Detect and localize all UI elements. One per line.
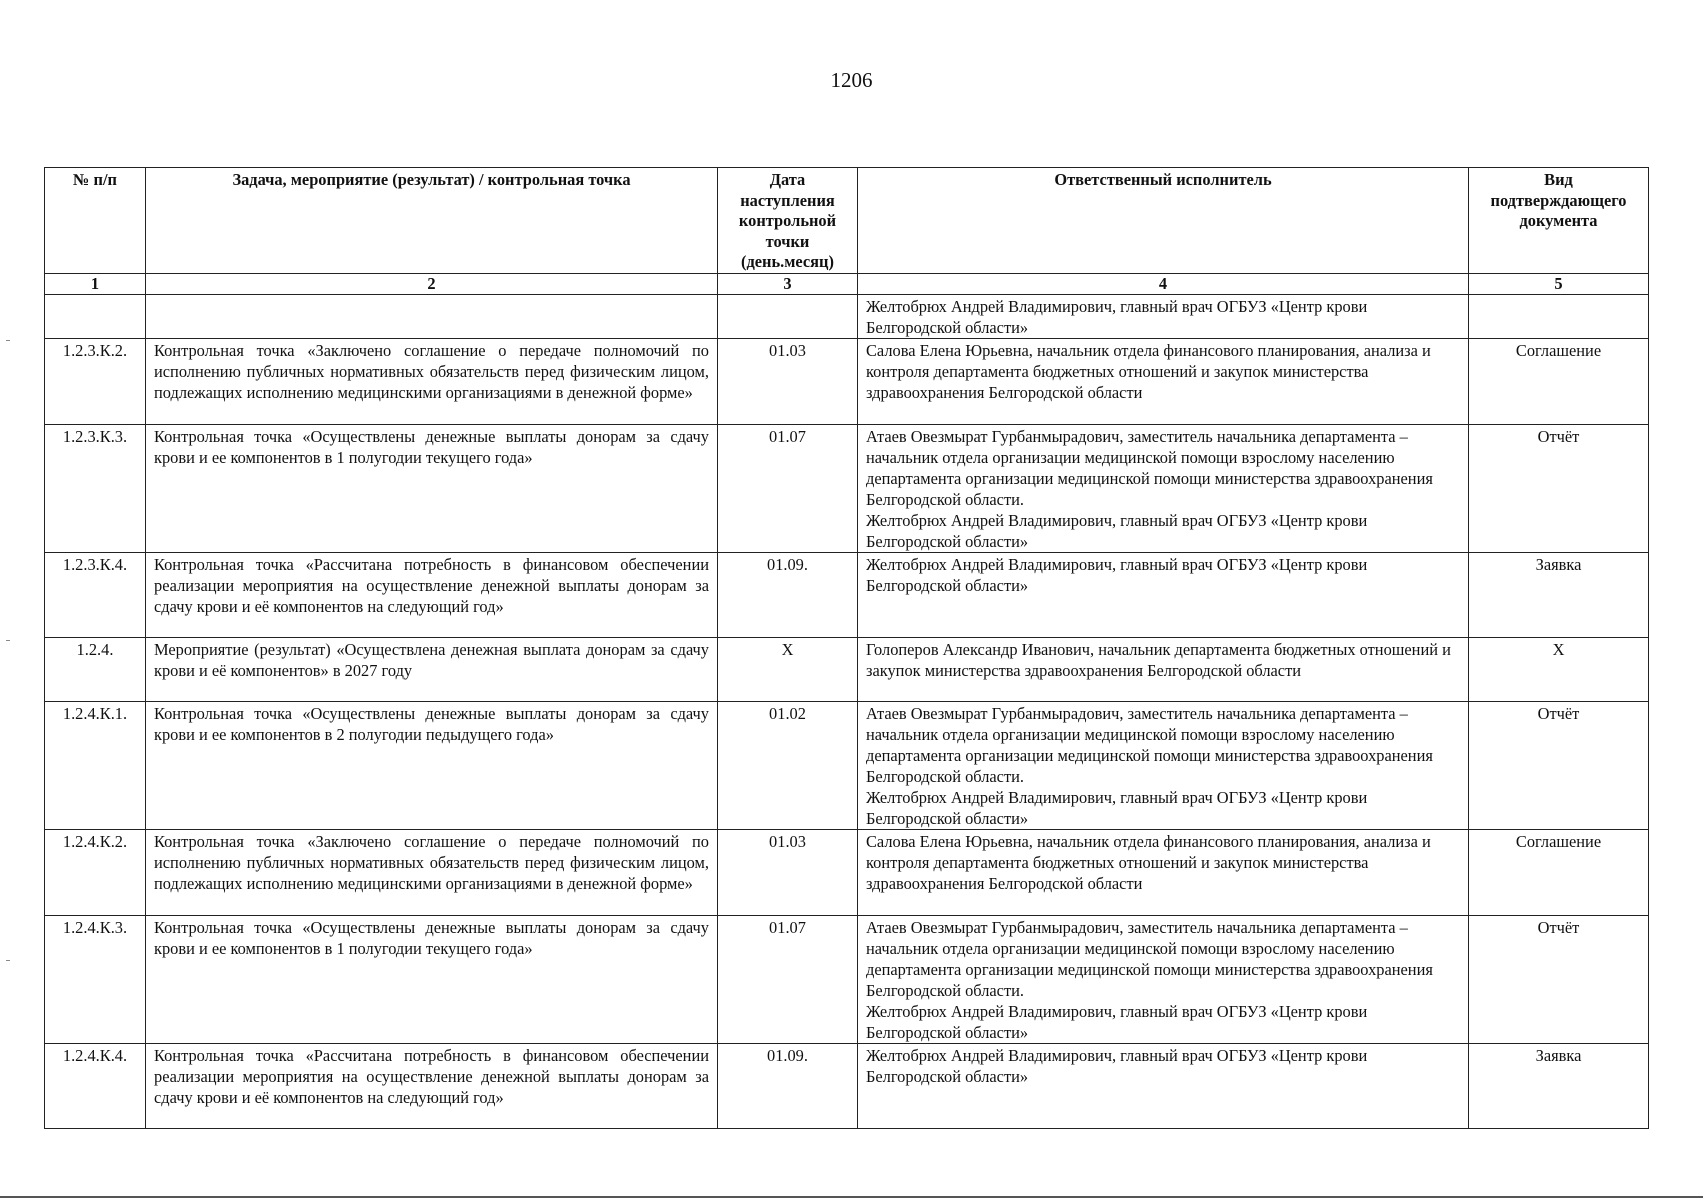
row-number: 1.2.4.К.2. [45,829,146,915]
row-executor: Салова Елена Юрьевна, начальник отдела финансового планирования, анализа и контроля департамента бюджетных отношений и закупок министерства здравоохранения Белгородской области [858,829,1469,915]
row-document: Соглашение [1469,338,1649,424]
row-date: X [718,637,858,701]
row-number: 1.2.3.К.2. [45,338,146,424]
header-executor: Ответственный исполнитель [858,168,1469,274]
row-number: 1.2.3.К.3. [45,424,146,552]
column-number: 5 [1469,273,1649,294]
row-document: X [1469,637,1649,701]
row-executor: Салова Елена Юрьевна, начальник отдела финансового планирования, анализа и контроля департамента бюджетных отношений и закупок министерства здравоохранения Белгородской области [858,338,1469,424]
row-executor: Голоперов Александр Иванович, начальник департамента бюджетных отношений и закупок министерства здравоохранения Белгородской области [858,637,1469,701]
row-document: Отчёт [1469,701,1649,829]
table-header-row [45,168,1649,274]
row-task: Контрольная точка «Заключено соглашение о передаче полномочий по исполнению публичных нормативных обязательств перед физическим лицом, подлежащих исполнению медицинскими организациями в денежной форме» [146,829,718,915]
header-document: Вид подтверждающего документа [1469,168,1649,274]
row-task: Контрольная точка «Осуществлены денежные выплаты донорам за сдачу крови и ее компонентов в 2 полугодии педыдущего года» [146,701,718,829]
table-row [45,552,1649,637]
row-document: Отчёт [1469,424,1649,552]
row-task: Контрольная точка «Рассчитана потребность в финансовом обеспечении реализации мероприятия на осуществление денежной выплаты донорам за сдачу крови и её компонентов на следующий год» [146,1043,718,1128]
row-date: 01.07 [718,915,858,1043]
table-row [45,637,1649,701]
column-number: 3 [718,273,858,294]
row-executor: Атаев Овезмырат Гурбанмырадович, заместитель начальника департамента – начальник отдела организации медицинской помощи взрослому населению департамента организации медицинской помощи министерства здравоохранения Белгородской области. Желтобрюх Андрей Владимирович, главный врач ОГБУЗ «Центр крови Белгородской области» [858,424,1469,552]
row-task: Контрольная точка «Осуществлены денежные выплаты донорам за сдачу крови и ее компонентов в 1 полугодии текущего года» [146,424,718,552]
row-number: 1.2.4.К.4. [45,1043,146,1128]
column-numbers-row [45,273,1649,294]
row-task: Мероприятие (результат) «Осуществлена денежная выплата донорам за сдачу крови и её компонентов» в 2027 году [146,637,718,701]
row-executor: Атаев Овезмырат Гурбанмырадович, заместитель начальника департамента – начальник отдела организации медицинской помощи взрослому населению департамента организации медицинской помощи министерства здравоохранения Белгородской области. Желтобрюх Андрей Владимирович, главный врач ОГБУЗ «Центр крови Белгородской области» [858,915,1469,1043]
row-task: Контрольная точка «Рассчитана потребность в финансовом обеспечении реализации мероприятия на осуществление денежной выплаты донорам за сдачу крови и её компонентов на следующий год» [146,552,718,637]
row-date [718,294,858,338]
row-date: 01.03 [718,829,858,915]
column-number: 4 [858,273,1469,294]
row-document: Отчёт [1469,915,1649,1043]
row-number: 1.2.3.К.4. [45,552,146,637]
row-executor: Желтобрюх Андрей Владимирович, главный врач ОГБУЗ «Центр крови Белгородской области» [858,294,1469,338]
row-number: 1.2.4.К.1. [45,701,146,829]
row-date: 01.03 [718,338,858,424]
header-num: № п/п [45,168,146,274]
table-row [45,701,1649,829]
header-date: Дата наступления контрольной точки (день.месяц) [718,168,858,274]
scan-edge-mark [6,340,10,341]
row-document [1469,294,1649,338]
row-date: 01.02 [718,701,858,829]
row-task: Контрольная точка «Осуществлены денежные выплаты донорам за сдачу крови и ее компонентов в 1 полугодии текущего года» [146,915,718,1043]
scan-bottom-edge [0,1196,1703,1198]
row-executor: Атаев Овезмырат Гурбанмырадович, заместитель начальника департамента – начальник отдела организации медицинской помощи взрослому населению департамента организации медицинской помощи министерства здравоохранения Белгородской области. Желтобрюх Андрей Владимирович, главный врач ОГБУЗ «Центр крови Белгородской области» [858,701,1469,829]
row-task [146,294,718,338]
row-document: Заявка [1469,552,1649,637]
page-number: 1206 [830,68,873,92]
table-row [45,424,1649,552]
row-date: 01.09. [718,552,858,637]
table-row [45,294,1649,338]
row-date: 01.07 [718,424,858,552]
row-document: Соглашение [1469,829,1649,915]
control-points-table [44,167,1649,1129]
row-executor: Желтобрюх Андрей Владимирович, главный врач ОГБУЗ «Центр крови Белгородской области» [858,552,1469,637]
header-task: Задача, мероприятие (результат) / контрольная точка [146,168,718,274]
scan-edge-mark [6,640,10,641]
row-task: Контрольная точка «Заключено соглашение о передаче полномочий по исполнению публичных нормативных обязательств перед физическим лицом, подлежащих исполнению медицинскими организациями в денежной форме» [146,338,718,424]
row-document: Заявка [1469,1043,1649,1128]
row-executor: Желтобрюх Андрей Владимирович, главный врач ОГБУЗ «Центр крови Белгородской области» [858,1043,1469,1128]
table-row [45,338,1649,424]
table-row [45,915,1649,1043]
scan-edge-mark [6,960,10,961]
table-row [45,829,1649,915]
table-row [45,1043,1649,1128]
row-number [45,294,146,338]
row-number: 1.2.4.К.3. [45,915,146,1043]
column-number: 2 [146,273,718,294]
row-number: 1.2.4. [45,637,146,701]
column-number: 1 [45,273,146,294]
row-date: 01.09. [718,1043,858,1128]
